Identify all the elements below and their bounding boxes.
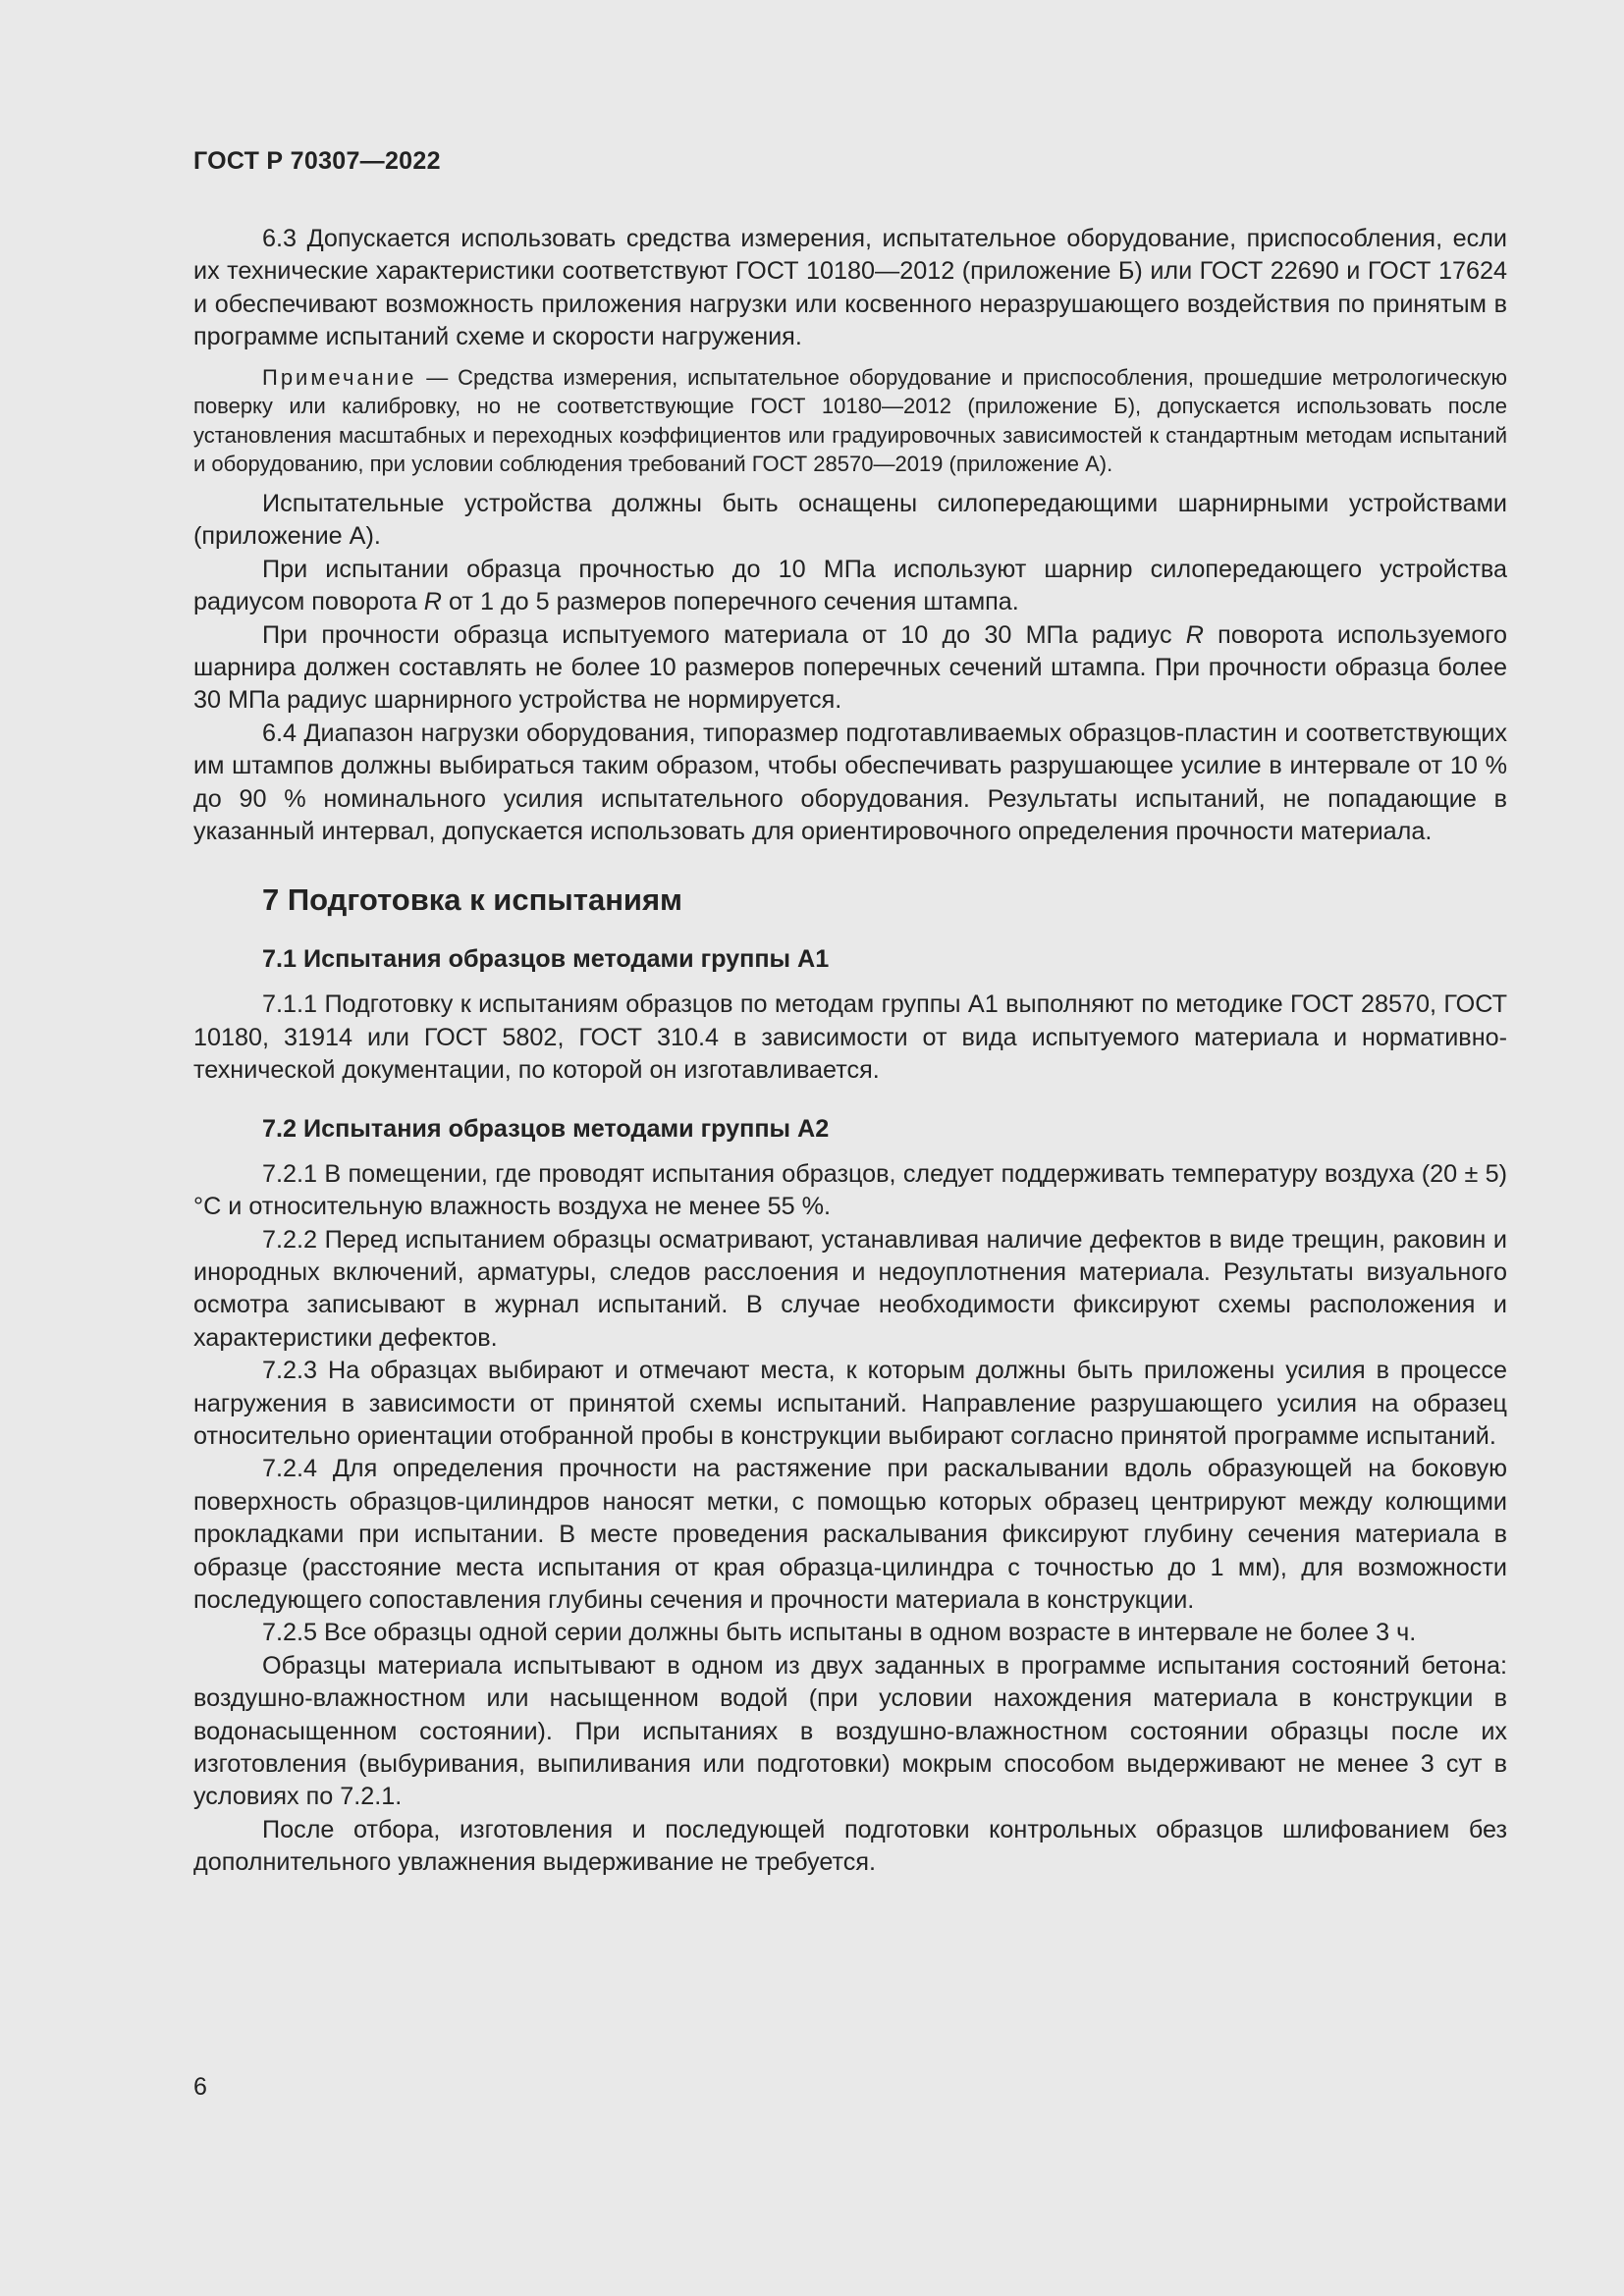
paragraph-7-2-4: 7.2.4 Для определения прочности на растяжение при раскалывании вдоль образующей на боковую поверхность образцов-цилиндров наносят метки, с помощью которых образец центрируют между колющими прокладками при испытании. В месте проведения раскалывания фиксируют глубину сечения материала в образце (расстояние места испытания от края образца-цилиндра с точностью до 1 мм), для возможности последующего сопоставления глубины сечения и прочности материала в конструкции.: [193, 1455, 1507, 1614]
subsection-7-2-heading: 7.2 Испытания образцов методами группы А2: [262, 1114, 830, 1143]
paragraph-7-2-2: 7.2.2 Перед испытанием образцы осматривают, устанавливая наличие дефектов в виде трещин, раковин и инородных включений, арматуры, следов расслоения и недоуплотнения материала. Результаты визуального осмотра записывают в журнал испытаний. В случае необходимости фиксируют схемы расположения и характеристики дефектов.: [193, 1225, 1507, 1352]
paragraph-after: После отбора, изготовления и последующей подготовки контрольных образцов шлифованием без дополнительного увлажнения выдерживание не требуется.: [193, 1815, 1507, 1877]
paragraph-hinge-part-b: от 1 до 5 размеров поперечного сечения штампа.: [441, 588, 1019, 616]
section-7-heading: 7 Подготовка к испытаниям: [262, 882, 682, 918]
paragraph-strength-part-a: При прочности образца испытуемого материала от 10 до 30 МПа радиус: [262, 620, 1186, 649]
paragraph-7-2-5: 7.2.5 Все образцы одной серии должны быть испытаны в одном возрасте в интервале не более 3 ч.: [262, 1619, 1417, 1647]
paragraph-conditions: Образцы материала испытывают в одном из двух заданных в программе испытания состояний бетона: воздушно-влажностном или насыщенном водой (при условии нахождения материала в конструкции в водонасыщенном состоянии). При испытаниях в воздушно-влажностном состоянии образцы после их изготовления (выбуривания, выпиливания или подготовки) мокрым способом выдерживают не менее 3 сут в условиях по 7.2.1.: [193, 1651, 1507, 1811]
page-number: 6: [193, 2073, 207, 2101]
document-header: ГОСТ Р 70307—2022: [193, 147, 441, 175]
paragraph-hinge-part-a: При испытании образца прочностью до 10 МПа используют шарнир силопередающего устройства радиусом поворота: [193, 555, 1507, 616]
note-paragraph: [193, 363, 1507, 479]
paragraph-strength-part-b: поворота используемого шарнира должен составлять не более 10 размеров поперечных сечений штампа. При прочности образца более 30 МПа радиус шарнирного устройства не нормируется.: [193, 620, 1507, 715]
paragraph-6-4: 6.4 Диапазон нагрузки оборудования, типоразмер подготавливаемых образцов-пластин и соответствующих им штампов должны выбираться таким образом, чтобы обеспечивать разрушающее усилие в интервале от 10 % до 90 % номинального усилия испытательного оборудования. Результаты испытаний, не попадающие в указанный интервал, допускается использовать для ориентировочного определения прочности материала.: [193, 719, 1507, 846]
variable-r: R: [1185, 620, 1204, 649]
variable-r: R: [423, 588, 442, 616]
note-label: Примечание: [262, 364, 417, 390]
paragraph-hinge: [193, 554, 1507, 619]
note-text: — Средства измерения, испытательное оборудование и приспособления, прошедшие метрологическую поверку или калибровку, но не соответствующие ГОСТ 10180—2012 (приложение Б), допускается использовать после установления масштабных и переходных коэффициентов или градуировочных зависимостей к стандартным методам испытаний и оборудованию, при условии соблюдения требований ГОСТ 28570—2019 (приложение А).: [193, 364, 1507, 477]
paragraph-6-3: 6.3 Допускается использовать средства измерения, испытательное оборудование, приспособления, если их технические характеристики соответствуют ГОСТ 10180—2012 (приложение Б) или ГОСТ 22690 и ГОСТ 17624 и обеспечивают возможность приложения нагрузки или косвенного неразрушающего воздействия по принятым в программе испытаний схеме и скорости нагружения.: [193, 225, 1507, 351]
paragraph-7-2-1: 7.2.1 В помещении, где проводят испытания образцов, следует поддерживать температуру воздуха (20 ± 5) °С и относительную влажность воздуха не менее 55 %.: [193, 1159, 1507, 1221]
subsection-7-1-heading: 7.1 Испытания образцов методами группы А1: [262, 945, 830, 974]
paragraph-7-2-3: 7.2.3 На образцах выбирают и отмечают места, к которым должны быть приложены усилия в процессе нагружения в зависимости от принятой схемы испытаний. Направление разрушающего усилия на образец относительно ориентации отобранной пробы в конструкции выбирают согласно принятой программе испытаний.: [193, 1357, 1507, 1450]
paragraph-strength: [193, 619, 1507, 718]
paragraph-devices: Испытательные устройства должны быть оснащены силопередающими шарнирными устройствами (приложение А).: [193, 490, 1507, 551]
document-body: [193, 223, 1507, 1880]
paragraph-7-1-1: 7.1.1 Подготовку к испытаниям образцов по методам группы А1 выполняют по методике ГОСТ 28570, ГОСТ 10180, 31914 или ГОСТ 5802, ГОСТ 310.4 в зависимости от вида испытуемого материала и нормативно-технической документации, по которой он изготавливается.: [193, 990, 1507, 1085]
